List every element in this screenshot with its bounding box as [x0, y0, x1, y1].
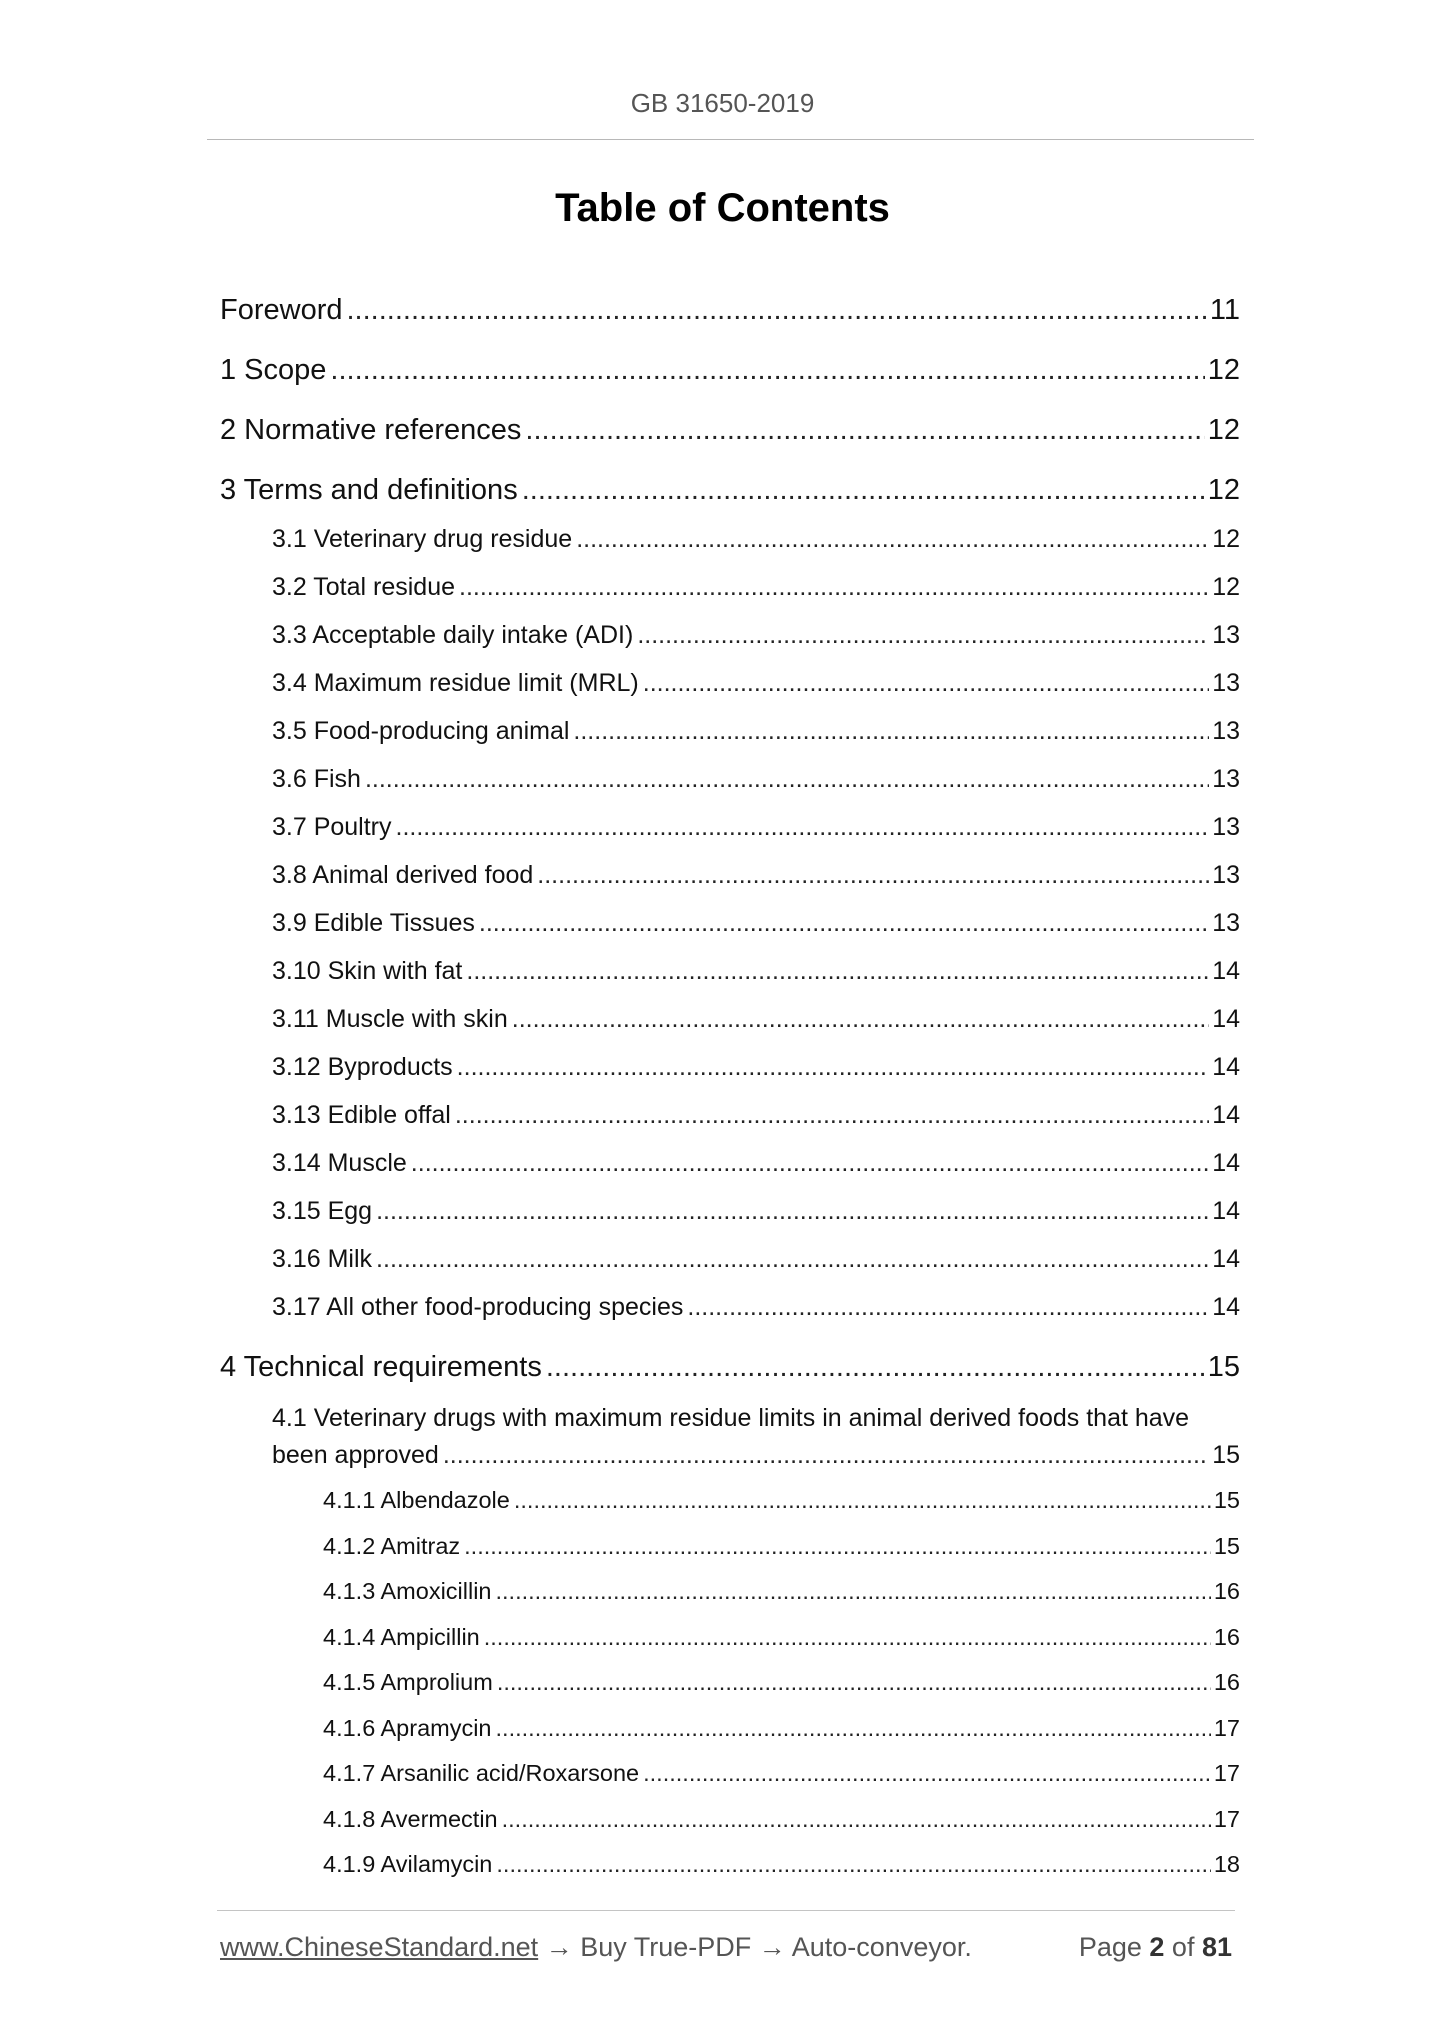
dot-leader [687, 1293, 1209, 1322]
footer-divider [217, 1910, 1235, 1911]
toc-page-number: 15 [1207, 1351, 1240, 1383]
toc-page-number: 14 [1212, 1149, 1240, 1177]
dot-leader [396, 813, 1210, 842]
current-page: 2 [1149, 1932, 1165, 1962]
toc-label: 3.17 All other food-producing species [272, 1293, 684, 1321]
toc-entry-3-3[interactable] [272, 621, 1240, 650]
toc-label: 3.16 Milk [272, 1245, 373, 1273]
dot-leader [512, 1005, 1209, 1034]
dot-leader [522, 474, 1205, 507]
toc-page-number: 13 [1212, 765, 1240, 793]
toc-page-number: 13 [1212, 909, 1240, 937]
dot-leader [457, 1053, 1210, 1082]
dot-leader [455, 1101, 1209, 1130]
toc-page-number: 13 [1212, 861, 1240, 889]
dot-leader [411, 1149, 1209, 1178]
toc-page-number: 12 [1207, 354, 1240, 386]
dot-leader [376, 1245, 1209, 1274]
toc-entry-3-16[interactable] [272, 1245, 1240, 1274]
toc-entry-4-1-8[interactable] [323, 1806, 1240, 1833]
dot-leader [643, 669, 1209, 698]
toc-entry-4-1-7[interactable] [323, 1760, 1240, 1787]
toc-entry-3-9[interactable] [272, 909, 1240, 938]
toc-label: 3.8 Animal derived food [272, 861, 534, 889]
toc-page-number: 12 [1207, 414, 1240, 446]
toc-page-number: 15 [1212, 1441, 1240, 1469]
toc-page-number: 13 [1212, 813, 1240, 841]
toc-entry-foreword[interactable] [220, 294, 1240, 327]
toc-page-number: 14 [1212, 1053, 1240, 1081]
toc-entry-4-1-3[interactable] [323, 1578, 1240, 1605]
toc-label: 4.1.1 Albendazole [323, 1487, 510, 1513]
toc-label: 3.1 Veterinary drug residue [272, 525, 573, 553]
page-title: Table of Contents [555, 186, 890, 230]
dot-leader [466, 957, 1209, 986]
toc-entry-technical-requirements[interactable] [220, 1351, 1240, 1384]
toc-page-number: 14 [1212, 1197, 1240, 1225]
toc-entry-4-1-2[interactable] [323, 1533, 1240, 1560]
toc-entry-3-17[interactable] [272, 1293, 1240, 1322]
toc-page-number: 16 [1213, 1669, 1240, 1695]
dot-leader [573, 717, 1209, 746]
toc-label: 3.7 Poultry [272, 813, 392, 841]
footer-promo [220, 1932, 972, 1963]
toc-entry-3-15[interactable] [272, 1197, 1240, 1226]
dot-leader [576, 525, 1209, 554]
toc-entry-3-1[interactable] [272, 525, 1240, 554]
dot-leader [376, 1197, 1209, 1226]
dot-leader [330, 354, 1204, 387]
toc-entry-4-1-1[interactable] [323, 1487, 1240, 1514]
toc-entry-terms-and-definitions[interactable] [220, 474, 1240, 507]
toc-label: 4.1.2 Amitraz [323, 1533, 461, 1559]
toc-entry-3-7[interactable] [272, 813, 1240, 842]
toc-page-number: 13 [1212, 717, 1240, 745]
dot-leader [484, 1624, 1211, 1651]
toc-label: 4.1.3 Amoxicillin [323, 1578, 492, 1604]
toc-page-number: 18 [1213, 1851, 1240, 1877]
dot-leader [459, 573, 1209, 602]
dot-leader [479, 909, 1209, 938]
toc-label: 3.13 Edible offal [272, 1101, 451, 1129]
toc-page-number: 13 [1212, 621, 1240, 649]
dot-leader [643, 1760, 1211, 1787]
toc-entry-3-12[interactable] [272, 1053, 1240, 1082]
toc-page-number: 13 [1212, 669, 1240, 697]
toc-label: 4 Technical requirements [220, 1351, 542, 1383]
dot-leader [496, 1851, 1210, 1878]
toc-page-number: 17 [1213, 1806, 1240, 1832]
toc-label: been approved [272, 1441, 439, 1469]
header-doc-code: GB 31650-2019 [630, 88, 815, 118]
toc-label: 3.5 Food-producing animal [272, 717, 570, 745]
website-link[interactable]: www.ChineseStandard.net [220, 1932, 539, 1962]
page-indicator [1079, 1932, 1232, 1963]
toc-entry-4-1-5[interactable] [323, 1669, 1240, 1696]
dot-leader [365, 765, 1209, 794]
toc-page-number: 15 [1213, 1533, 1240, 1559]
toc-label: 3.15 Egg [272, 1197, 373, 1225]
toc-label: 3.11 Muscle with skin [272, 1005, 508, 1033]
toc-label: 4.1.5 Amprolium [323, 1669, 493, 1695]
toc-entry-3-14[interactable] [272, 1149, 1240, 1178]
toc-entry-4-1-line1[interactable]: 4.1 Veterinary drugs with maximum residue limits in animal derived foods that have [272, 1404, 1190, 1432]
toc-entry-3-4[interactable] [272, 669, 1240, 698]
toc-entry-4-1-4[interactable] [323, 1624, 1240, 1651]
dot-leader [514, 1487, 1211, 1514]
toc-page-number: 14 [1212, 1293, 1240, 1321]
toc-page-number: 16 [1213, 1624, 1240, 1650]
toc-entry-3-8[interactable] [272, 861, 1240, 890]
toc-label: 3 Terms and definitions [220, 474, 518, 506]
toc-label: 4.1.6 Apramycin [323, 1715, 492, 1741]
toc-entry-3-13[interactable] [272, 1101, 1240, 1130]
toc-page-number: 17 [1213, 1715, 1240, 1741]
toc-label: 3.3 Acceptable daily intake (ADI) [272, 621, 634, 649]
toc-page-number: 14 [1212, 1245, 1240, 1273]
toc-label: 4.1.8 Avermectin [323, 1806, 498, 1832]
toc-entry-3-2[interactable] [272, 573, 1240, 602]
toc-entry-3-10[interactable] [272, 957, 1240, 986]
toc-label: 3.12 Byproducts [272, 1053, 453, 1081]
toc-entry-3-5[interactable] [272, 717, 1240, 746]
dot-leader [546, 1351, 1205, 1384]
toc-label: Foreword [220, 294, 343, 326]
page-prefix: Page [1078, 1932, 1150, 1962]
toc-entry-3-11[interactable] [272, 1005, 1240, 1034]
toc-page-number: 16 [1213, 1578, 1240, 1604]
dot-leader [443, 1441, 1209, 1470]
toc-entry-4-1-9[interactable] [323, 1851, 1240, 1878]
dot-leader [496, 1578, 1211, 1605]
toc-page-number: 12 [1212, 573, 1240, 601]
toc-entry-4-1[interactable] [272, 1441, 1240, 1470]
dot-leader [347, 294, 1207, 327]
dot-leader [537, 861, 1209, 890]
toc-label: 4.1.4 Ampicillin [323, 1624, 480, 1650]
toc-label: 3.10 Skin with fat [272, 957, 463, 985]
page-of: of [1164, 1932, 1202, 1962]
toc-label: 1 Scope [220, 354, 327, 386]
toc-page-number: 14 [1212, 1005, 1240, 1033]
toc-entry-4-1-6[interactable] [323, 1715, 1240, 1742]
toc-label: 4.1.9 Avilamycin [323, 1851, 493, 1877]
toc-page-number: 11 [1209, 294, 1240, 326]
toc-page-number: 15 [1213, 1487, 1240, 1513]
toc-entry-3-6[interactable] [272, 765, 1240, 794]
toc-entry-scope[interactable] [220, 354, 1240, 387]
toc-page-number: 14 [1212, 957, 1240, 985]
toc-label: 3.2 Total residue [272, 573, 455, 601]
toc-label: 4.1.7 Arsanilic acid/Roxarsone [323, 1760, 640, 1786]
toc-label: 3.14 Muscle [272, 1149, 407, 1177]
toc-label: 3.9 Edible Tissues [272, 909, 475, 937]
dot-leader [637, 621, 1209, 650]
toc-label: 3.6 Fish [272, 765, 361, 793]
dot-leader [525, 414, 1204, 447]
dot-leader [496, 1715, 1211, 1742]
toc-page-number: 17 [1213, 1760, 1240, 1786]
dot-leader [502, 1806, 1211, 1833]
toc-page-number: 14 [1212, 1101, 1240, 1129]
toc-label: 2 Normative references [220, 414, 522, 446]
toc-entry-normative-references[interactable] [220, 414, 1240, 447]
toc-label: 3.4 Maximum residue limit (MRL) [272, 669, 639, 697]
dot-leader [497, 1669, 1211, 1696]
dot-leader [464, 1533, 1211, 1560]
toc-page-number: 12 [1207, 474, 1240, 506]
toc-page-number: 12 [1212, 525, 1240, 553]
total-pages: 81 [1201, 1932, 1232, 1962]
footer-tagline: → Buy True-PDF → Auto-conveyor. [538, 1932, 972, 1962]
